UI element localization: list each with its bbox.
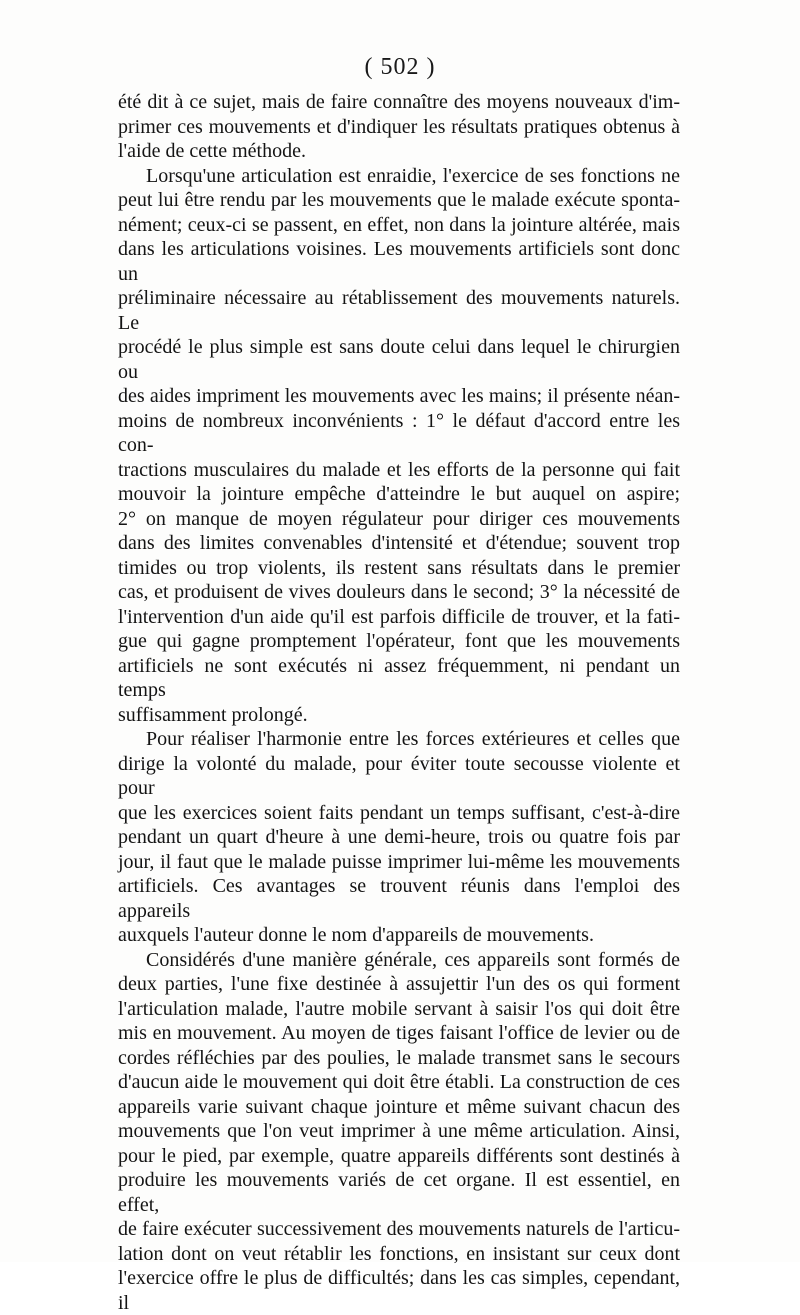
text-line: pendant un quart d'heure à une demi-heure, trois ou quatre fois par bbox=[118, 826, 680, 848]
text-line: de faire exécuter successivement des mouvements naturels de l'articu- bbox=[118, 1218, 680, 1240]
text-line: artificiels. Ces avantages se trouvent réunis dans l'emploi des appareils bbox=[118, 875, 680, 922]
text-line: suffisamment prolongé. bbox=[118, 703, 308, 726]
text-line: primer ces mouvements et d'indiquer les résultats pratiques obtenus à bbox=[118, 115, 680, 138]
text-line: cas, et produisent de vives douleurs dans le second; 3° la nécessité de bbox=[118, 581, 680, 603]
text-line: que les exercices soient faits pendant un temps suffisant, c'est-à-dire bbox=[118, 801, 680, 824]
text-line: deux parties, l'une fixe destinée à assujettir l'un des os qui forment bbox=[118, 973, 680, 995]
text-line: l'aide de cette méthode. bbox=[118, 140, 306, 162]
text-line: mis en mouvement. Au moyen de tiges faisant l'office de levier ou de bbox=[118, 1022, 680, 1044]
page-number: ( 502 ) bbox=[364, 54, 436, 80]
text-line: pour le pied, par exemple, quatre appareils différents sont destinés à bbox=[118, 1144, 680, 1167]
text-line: Considérés d'une manière générale, ces appareils sont formés de bbox=[146, 948, 680, 971]
text-line: jour, il faut que le malade puisse imprimer lui-même les mouvements bbox=[118, 850, 680, 873]
text-line: peut lui être rendu par les mouvements que le malade exécute sponta- bbox=[118, 189, 680, 211]
text-line: dirige la volonté du malade, pour éviter toute secousse violente et pour bbox=[118, 752, 680, 799]
text-line: des aides impriment les mouvements avec les mains; il présente néan- bbox=[118, 385, 680, 407]
text-line: mouvements que l'on veut imprimer à une même articulation. Ainsi, bbox=[118, 1120, 680, 1142]
text-line: 2° on manque de moyen régulateur pour diriger ces mouvements bbox=[118, 507, 680, 530]
text-line: moins de nombreux inconvénients : 1° le défaut d'accord entre les con- bbox=[118, 409, 680, 456]
text-line: Lorsqu'une articulation est enraidie, l'exercice de ses fonctions ne bbox=[146, 164, 680, 187]
text-line: préliminaire nécessaire au rétablissement des mouvements naturels. Le bbox=[118, 287, 680, 334]
text-line: dans les articulations voisines. Les mouvements artificiels sont donc un bbox=[118, 238, 680, 285]
text-line: l'articulation malade, l'autre mobile servant à saisir l'os qui doit être bbox=[118, 997, 680, 1020]
text-line: d'aucun aide le mouvement qui doit être établi. La construction de ces bbox=[118, 1071, 680, 1093]
text-line: cordes réfléchies par des poulies, le malade transmet sans le secours bbox=[118, 1046, 680, 1069]
text-line: produire les mouvements variés de cet organe. Il est essentiel, en effet, bbox=[118, 1169, 680, 1216]
text-line: auxquels l'auteur donne le nom d'appareils de mouvements. bbox=[118, 924, 594, 946]
text-line: procédé le plus simple est sans doute celui dans lequel le chirurgien ou bbox=[118, 336, 680, 383]
body-text bbox=[118, 90, 680, 1315]
text-line: artificiels ne sont exécutés ni assez fréquemment, ni pendant un temps bbox=[118, 654, 680, 701]
text-line: tractions musculaires du malade et les efforts de la personne qui fait bbox=[118, 458, 680, 481]
text-line: nément; ceux-ci se passent, en effet, non dans la jointure altérée, mais bbox=[118, 213, 680, 236]
text-line: l'intervention d'un aide qu'il est parfois difficile de trouver, et la fati- bbox=[118, 605, 680, 628]
text-line: appareils varie suivant chaque jointure et même suivant chacun des bbox=[118, 1095, 680, 1118]
text-line: l'exercice offre le plus de difficultés; dans les cas simples, cependant, il bbox=[118, 1267, 680, 1314]
text-line: lation dont on veut rétablir les fonctions, en insistant sur ceux dont bbox=[118, 1242, 680, 1265]
text-line: mouvoir la jointure empêche d'atteindre le but auquel on aspire; bbox=[118, 483, 680, 505]
text-line: timides ou trop violents, ils restent sans résultats dans le premier bbox=[118, 556, 680, 579]
text-line: Pour réaliser l'harmonie entre les forces extérieures et celles que bbox=[146, 728, 680, 750]
text-line: gue qui gagne promptement l'opérateur, font que les mouvements bbox=[118, 630, 680, 652]
text-line: dans des limites convenables d'intensité et d'étendue; souvent trop bbox=[118, 532, 680, 554]
text-line: été dit à ce sujet, mais de faire connaître des moyens nouveaux d'im- bbox=[118, 91, 680, 113]
